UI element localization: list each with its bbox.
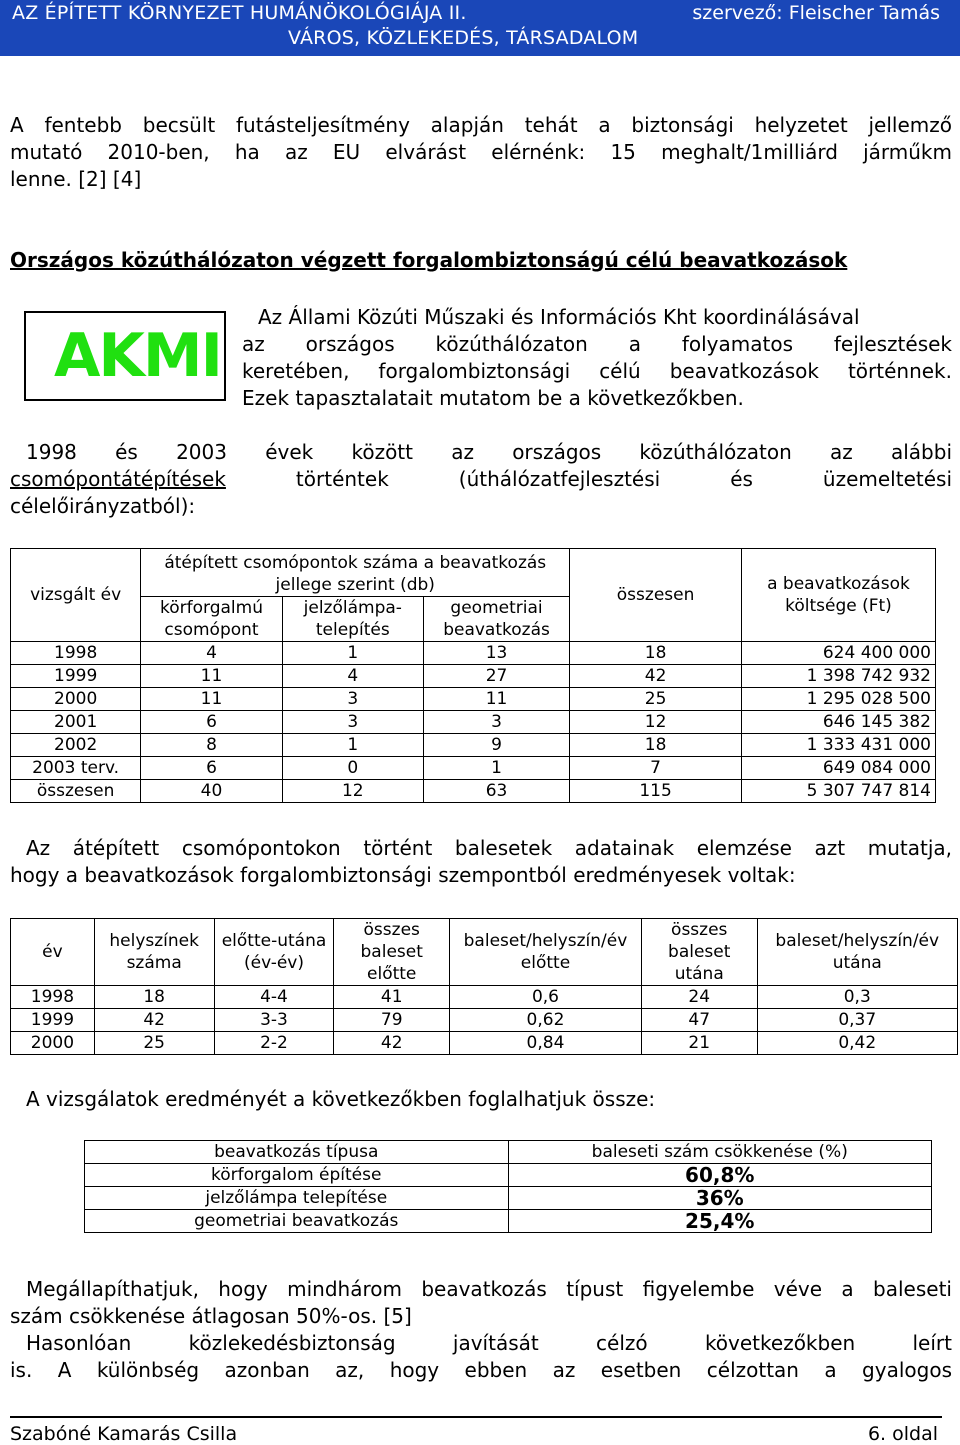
table-cell: 3 bbox=[423, 711, 569, 734]
section-heading: Országos közúthálózaton végzett forgalombiztonságú célú beavatkozások bbox=[10, 248, 848, 272]
table-cell: 0,84 bbox=[450, 1032, 642, 1055]
table-row bbox=[85, 1164, 932, 1187]
table-cell: 0,3 bbox=[757, 986, 957, 1009]
text-line: szám csökkenése átlagosan 50%-os. [5] bbox=[10, 1304, 412, 1328]
table-cell: 11 bbox=[423, 688, 569, 711]
text-line: keretében, forgalombiztonsági célú beavatkozások történnek. bbox=[242, 359, 952, 383]
table-header: beavatkozás típusa bbox=[85, 1141, 509, 1164]
table-cell: 18 bbox=[94, 986, 214, 1009]
table-cell: 79 bbox=[334, 1009, 450, 1032]
text-line: A fentebb becsült futásteljesítmény alapján tehát a biztonsági helyzetet jellemző bbox=[10, 113, 952, 137]
table-cell: 1998 bbox=[11, 986, 95, 1009]
text-line: lenne. [2] [4] bbox=[10, 167, 142, 191]
table-cell: 27 bbox=[423, 665, 569, 688]
table-header: körforgalmú csomópont bbox=[141, 597, 282, 642]
table-row bbox=[85, 1210, 932, 1233]
table-cell: 2-2 bbox=[214, 1032, 334, 1055]
table-cell: 0,6 bbox=[450, 986, 642, 1009]
paragraph-5 bbox=[10, 1276, 952, 1384]
table-cell: 0,62 bbox=[450, 1009, 642, 1032]
paragraph-3 bbox=[10, 835, 952, 889]
table-cell: 13 bbox=[423, 642, 569, 665]
summary-table bbox=[84, 1140, 932, 1233]
table-cell: 36% bbox=[508, 1187, 932, 1210]
table-cell: 42 bbox=[570, 665, 742, 688]
accidents-table bbox=[10, 918, 958, 1055]
table-cell: 12 bbox=[282, 780, 423, 803]
table-cell: körforgalom építése bbox=[85, 1164, 509, 1187]
text-line: Az átépített csomópontokon történt balesetek adatainak elemzése azt mutatja, bbox=[26, 836, 952, 860]
table-cell: 1998 bbox=[11, 642, 141, 665]
table-row bbox=[11, 757, 936, 780]
table-header: baleseti szám csökkenése (%) bbox=[508, 1141, 932, 1164]
table-cell: 115 bbox=[570, 780, 742, 803]
table-cell: 0,37 bbox=[757, 1009, 957, 1032]
table-cell: 1 333 431 000 bbox=[741, 734, 935, 757]
underlined-term: csomópontátépítések bbox=[10, 467, 226, 491]
table-header: összes baleset előtte bbox=[334, 919, 450, 986]
table-cell: 2002 bbox=[11, 734, 141, 757]
footer-divider bbox=[10, 1416, 942, 1418]
table-cell: 11 bbox=[141, 688, 282, 711]
text-line bbox=[10, 466, 952, 493]
table-cell: 2000 bbox=[11, 1032, 95, 1055]
table-cell: 25 bbox=[570, 688, 742, 711]
table-cell: 47 bbox=[641, 1009, 757, 1032]
text-span: történtek (úthálózatfejlesztési és üzemeltetési bbox=[225, 467, 952, 491]
table-cell: 2001 bbox=[11, 711, 141, 734]
footer-page-number: 6. oldal bbox=[867, 1423, 938, 1445]
table-row bbox=[11, 780, 936, 803]
header-organizer: szervező: Fleischer Tamás bbox=[692, 2, 940, 24]
table-cell: 25 bbox=[94, 1032, 214, 1055]
table-cell: 2000 bbox=[11, 688, 141, 711]
table-header: baleset/helyszín/év előtte bbox=[450, 919, 642, 986]
table-cell: 649 084 000 bbox=[741, 757, 935, 780]
table-cell: 21 bbox=[641, 1032, 757, 1055]
table-header: összes baleset utána bbox=[641, 919, 757, 986]
intersections-table bbox=[10, 548, 936, 803]
table-cell: 1 398 742 932 bbox=[741, 665, 935, 688]
table-cell: 18 bbox=[570, 734, 742, 757]
table-header: helyszínek száma bbox=[94, 919, 214, 986]
table-row bbox=[85, 1187, 932, 1210]
table-cell: 0 bbox=[282, 757, 423, 780]
table-cell: 3 bbox=[282, 688, 423, 711]
table-cell: 18 bbox=[570, 642, 742, 665]
table-cell: 24 bbox=[641, 986, 757, 1009]
text-line: hogy a beavatkozások forgalombiztonsági szempontból eredményesek voltak: bbox=[10, 863, 796, 887]
paragraph-2 bbox=[10, 439, 952, 520]
table-row bbox=[11, 986, 958, 1009]
text-line: az országos közúthálózaton a folyamatos fejlesztések bbox=[242, 332, 952, 356]
paragraph-4 bbox=[10, 1086, 952, 1113]
table-header: év bbox=[11, 919, 95, 986]
footer-author: Szabóné Kamarás Csilla bbox=[10, 1423, 238, 1445]
table-row bbox=[11, 1009, 958, 1032]
table-cell: 11 bbox=[141, 665, 282, 688]
table-cell: 4 bbox=[282, 665, 423, 688]
table-cell: 3 bbox=[282, 711, 423, 734]
table-cell: 8 bbox=[141, 734, 282, 757]
table-cell: 1 bbox=[282, 734, 423, 757]
table-cell: 63 bbox=[423, 780, 569, 803]
table-cell: 9 bbox=[423, 734, 569, 757]
text-line: Ezek tapasztalatait mutatom be a következőkben. bbox=[242, 386, 744, 410]
table-cell: 42 bbox=[94, 1009, 214, 1032]
text-line: mutató 2010-ben, ha az EU elvárást elérnénk: 15 meghalt/1milliárd járműkm bbox=[10, 140, 952, 164]
table-cell: jelzőlámpa telepítése bbox=[85, 1187, 509, 1210]
table-cell: 1 bbox=[282, 642, 423, 665]
table-cell: 2003 terv. bbox=[11, 757, 141, 780]
table-row bbox=[11, 711, 936, 734]
table-cell: 4 bbox=[141, 642, 282, 665]
table-header: átépített csomópontok száma a beavatkozás jellege szerint (db) bbox=[141, 549, 570, 597]
table-header: baleset/helyszín/év utána bbox=[757, 919, 957, 986]
text-line: A vizsgálatok eredményét a következőkben foglalhatjuk össze: bbox=[26, 1087, 656, 1111]
text-line: is. A különbség azonban az, hogy ebben az esetben célzottan a gyalogos bbox=[10, 1358, 952, 1382]
table-header: geometriai beavatkozás bbox=[423, 597, 569, 642]
table-row bbox=[11, 642, 936, 665]
table-cell: 4-4 bbox=[214, 986, 334, 1009]
table-row bbox=[11, 688, 936, 711]
table-cell: 41 bbox=[334, 986, 450, 1009]
table-row bbox=[11, 665, 936, 688]
text-line: célelőirányzatból): bbox=[10, 494, 196, 518]
header-title: AZ ÉPÍTETT KÖRNYEZET HUMÁNÖKOLÓGIÁJA II. bbox=[12, 2, 467, 24]
table-cell: geometriai beavatkozás bbox=[85, 1210, 509, 1233]
text-line: Hasonlóan közlekedésbiztonság javítását célzó következőkben leírt bbox=[26, 1331, 952, 1355]
table-cell: 12 bbox=[570, 711, 742, 734]
table-cell: 5 307 747 814 bbox=[741, 780, 935, 803]
table-cell: összesen bbox=[11, 780, 141, 803]
table-header: vizsgált év bbox=[11, 549, 141, 642]
table-cell: 40 bbox=[141, 780, 282, 803]
text-line: Az Állami Közúti Műszaki és Információs Kht koordinálásával bbox=[258, 305, 860, 329]
intro-paragraph bbox=[10, 112, 952, 193]
table-cell: 42 bbox=[334, 1032, 450, 1055]
akmi-paragraph bbox=[242, 304, 952, 412]
table-cell: 3-3 bbox=[214, 1009, 334, 1032]
table-header: a beavatkozások költsége (Ft) bbox=[741, 549, 935, 642]
text-line: 1998 és 2003 évek között az országos közúthálózaton az alábbi bbox=[26, 440, 952, 464]
table-cell: 60,8% bbox=[508, 1164, 932, 1187]
logo-text: AKMI bbox=[54, 321, 221, 391]
table-cell: 0,42 bbox=[757, 1032, 957, 1055]
table-row bbox=[11, 1032, 958, 1055]
table-header: összesen bbox=[570, 549, 742, 642]
table-cell: 646 145 382 bbox=[741, 711, 935, 734]
table-cell: 1 bbox=[423, 757, 569, 780]
page-header bbox=[0, 0, 960, 56]
akmi-logo bbox=[24, 311, 226, 401]
header-subtitle: VÁROS, KÖZLEKEDÉS, TÁRSADALOM bbox=[288, 27, 639, 49]
table-cell: 25,4% bbox=[508, 1210, 932, 1233]
table-header: jelzőlámpa-telepítés bbox=[282, 597, 423, 642]
table-cell: 6 bbox=[141, 711, 282, 734]
table-row bbox=[11, 734, 936, 757]
table-cell: 1999 bbox=[11, 1009, 95, 1032]
table-header: előtte-utána (év-év) bbox=[214, 919, 334, 986]
table-cell: 1 295 028 500 bbox=[741, 688, 935, 711]
table-cell: 6 bbox=[141, 757, 282, 780]
table-cell: 1999 bbox=[11, 665, 141, 688]
table-cell: 624 400 000 bbox=[741, 642, 935, 665]
text-line: Megállapíthatjuk, hogy mindhárom beavatkozás típust figyelembe véve a baleseti bbox=[26, 1277, 952, 1301]
table-cell: 7 bbox=[570, 757, 742, 780]
